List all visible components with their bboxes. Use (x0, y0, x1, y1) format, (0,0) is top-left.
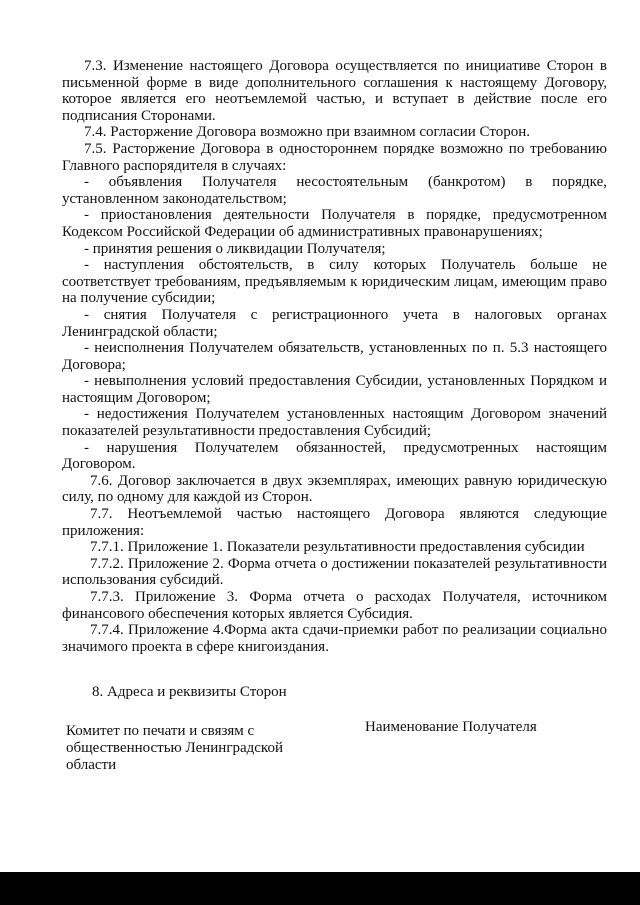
signatory-recipient: Наименование Получателя (365, 719, 537, 735)
clause-7-7-2: 7.7.2. Приложение 2. Форма отчета о достижении показателей результативности использования субсидий. (62, 555, 607, 589)
contract-text (62, 58, 607, 655)
clause-7-7-4: 7.7.4. Приложение 4.Форма акта сдачи-приемки работ по реализации социально значимого проекта в сфере книгоиздания. (62, 622, 607, 655)
clause-7-3: 7.3. Изменение настоящего Договора осуществляется по инициативе Сторон в письменной форме в виде дополнительного соглашения к настоящему Договору, которое является его неотъемлемой частью, и вступает в действие после его подписания Сторонами. (62, 58, 607, 124)
scan-bottom-border (0, 872, 640, 905)
clause-7-7-3: 7.7.3. Приложение 3. Форма отчета о расходах Получателя, источником финансового обеспечения которых является Субсидия. (62, 589, 607, 622)
list-item: - снятия Получателя с регистрационного учета в налоговых органах Ленинградской области; (62, 306, 607, 340)
clause-7-4: 7.4. Расторжение Договора возможно при взаимном согласии Сторон. (84, 124, 530, 141)
list-item: - приостановления деятельности Получателя в порядке, предусмотренном Кодексом Российской Федерации об административных правонарушениях; (62, 207, 607, 240)
list-item: - нарушения Получателем обязанностей, предусмотренных настоящим Договором. (62, 439, 607, 473)
clause-7-7: 7.7. Неотъемлемой частью настоящего Договора являются следующие приложения: (62, 506, 607, 539)
list-item: - объявления Получателя несостоятельным (банкротом) в порядке, установленном законодательством; (62, 174, 607, 207)
section-heading: 8. Адреса и реквизиты Сторон (92, 684, 287, 700)
list-item: - недостижения Получателем установленных настоящим Договором значений показателей результативности предоставления Субсидий; (62, 406, 607, 440)
clause-7-5: 7.5. Расторжение Договора в одностороннем порядке возможно по требованию Главного распорядителя в случаях: (62, 140, 607, 174)
list-item: - наступления обстоятельств, в силу которых Получатель больше не соответствует требованиям, предъявляемым к юридическим лицам, имеющим право на получение субсидии; (62, 257, 607, 307)
list-item: - невыполнения условий предоставления Субсидии, установленных Порядком и настоящим Договором; (62, 373, 607, 406)
list-item: - принятия решения о ликвидации Получателя; (84, 240, 386, 257)
clause-7-6: 7.6. Договор заключается в двух экземплярах, имеющих равную юридическую силу, по одному для каждой из Сторон. (62, 472, 607, 506)
clause-7-7-1: 7.7.1. Приложение 1. Показатели результативности предоставления субсидии (90, 539, 585, 556)
list-item: - неисполнения Получателем обязательств, установленных по п. 5.3 настоящего Договора; (62, 340, 607, 373)
signatory-committee: Комитет по печати и связям с общественностью Ленинградской области (66, 723, 283, 773)
